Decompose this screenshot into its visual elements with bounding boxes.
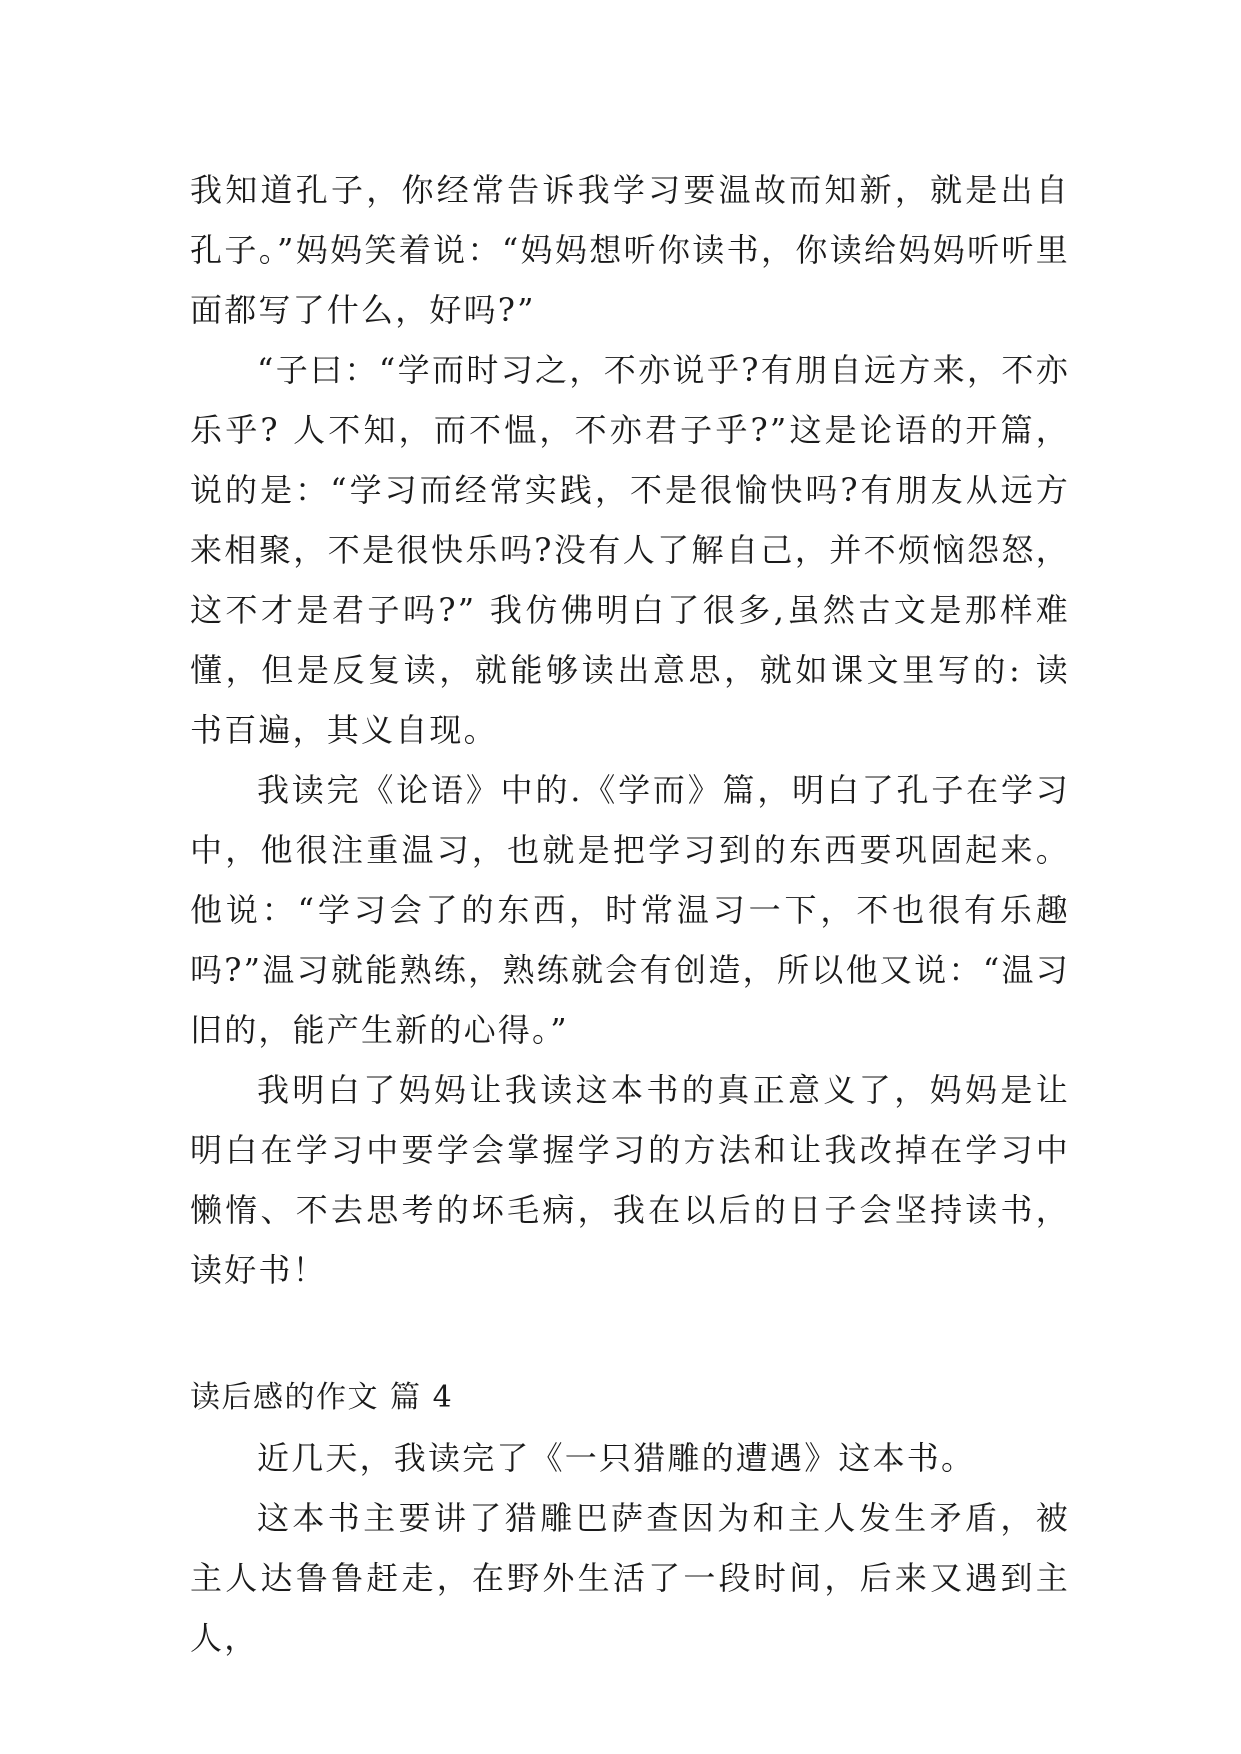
paragraph-intro: 近几天，我读完了《一只猎雕的遭遇》这本书。 bbox=[257, 1439, 976, 1477]
paragraph-conclusion: 我明白了妈妈让我读这本书的真正意义了，妈妈是让明白在学习中要学会掌握学习的方法和让我改掉在学习中懒惰、不去思考的坏毛病，我在以后的日子会坚持读书，读好书！ bbox=[190, 1071, 1070, 1289]
section-spacer bbox=[190, 1300, 1070, 1368]
paragraph-analects-quote: “子曰：“学而时习之，不亦说乎?有朋自远方来，不亦乐乎? 人不知，而不愠，不亦君子乎?”这是论语的开篇，说的是：“学习而经常实践，不是很愉快吗?有朋友从远方来相聚，不是很快乐吗?没有人了解自己，并不烦恼怨怒，这不才是君子吗?” 我仿佛明白了很多,虽然古文是那样难懂，但是反复读，就能够读出意思，就如课文里写的: 读书百遍，其义自现。 bbox=[190, 351, 1070, 749]
paragraph-xue-er: 我读完《论语》中的.《学而》篇，明白了孔子在学习中，他很注重温习，也就是把学习到的东西要巩固起来。他说：“学习会了的东西，时常温习一下，不也很有乐趣吗?”温习就能熟练，熟练就会有创造，所以他又说：“温习旧的，能产生新的心得。” bbox=[190, 771, 1070, 1049]
document-page bbox=[190, 160, 1070, 1668]
paragraph-summary: 这本书主要讲了猎雕巴萨查因为和主人发生矛盾，被主人达鲁鲁赶走，在野外生活了一段时间，后来又遇到主人， bbox=[190, 1499, 1070, 1657]
section-heading: 读后感的作文 篇 4 bbox=[190, 1380, 454, 1415]
paragraph-continued: 我知道孔子，你经常告诉我学习要温故而知新，就是出自孔子。”妈妈笑着说：“妈妈想听你读书，你读给妈妈听听里面都写了什么，好吗?” bbox=[190, 171, 1070, 329]
